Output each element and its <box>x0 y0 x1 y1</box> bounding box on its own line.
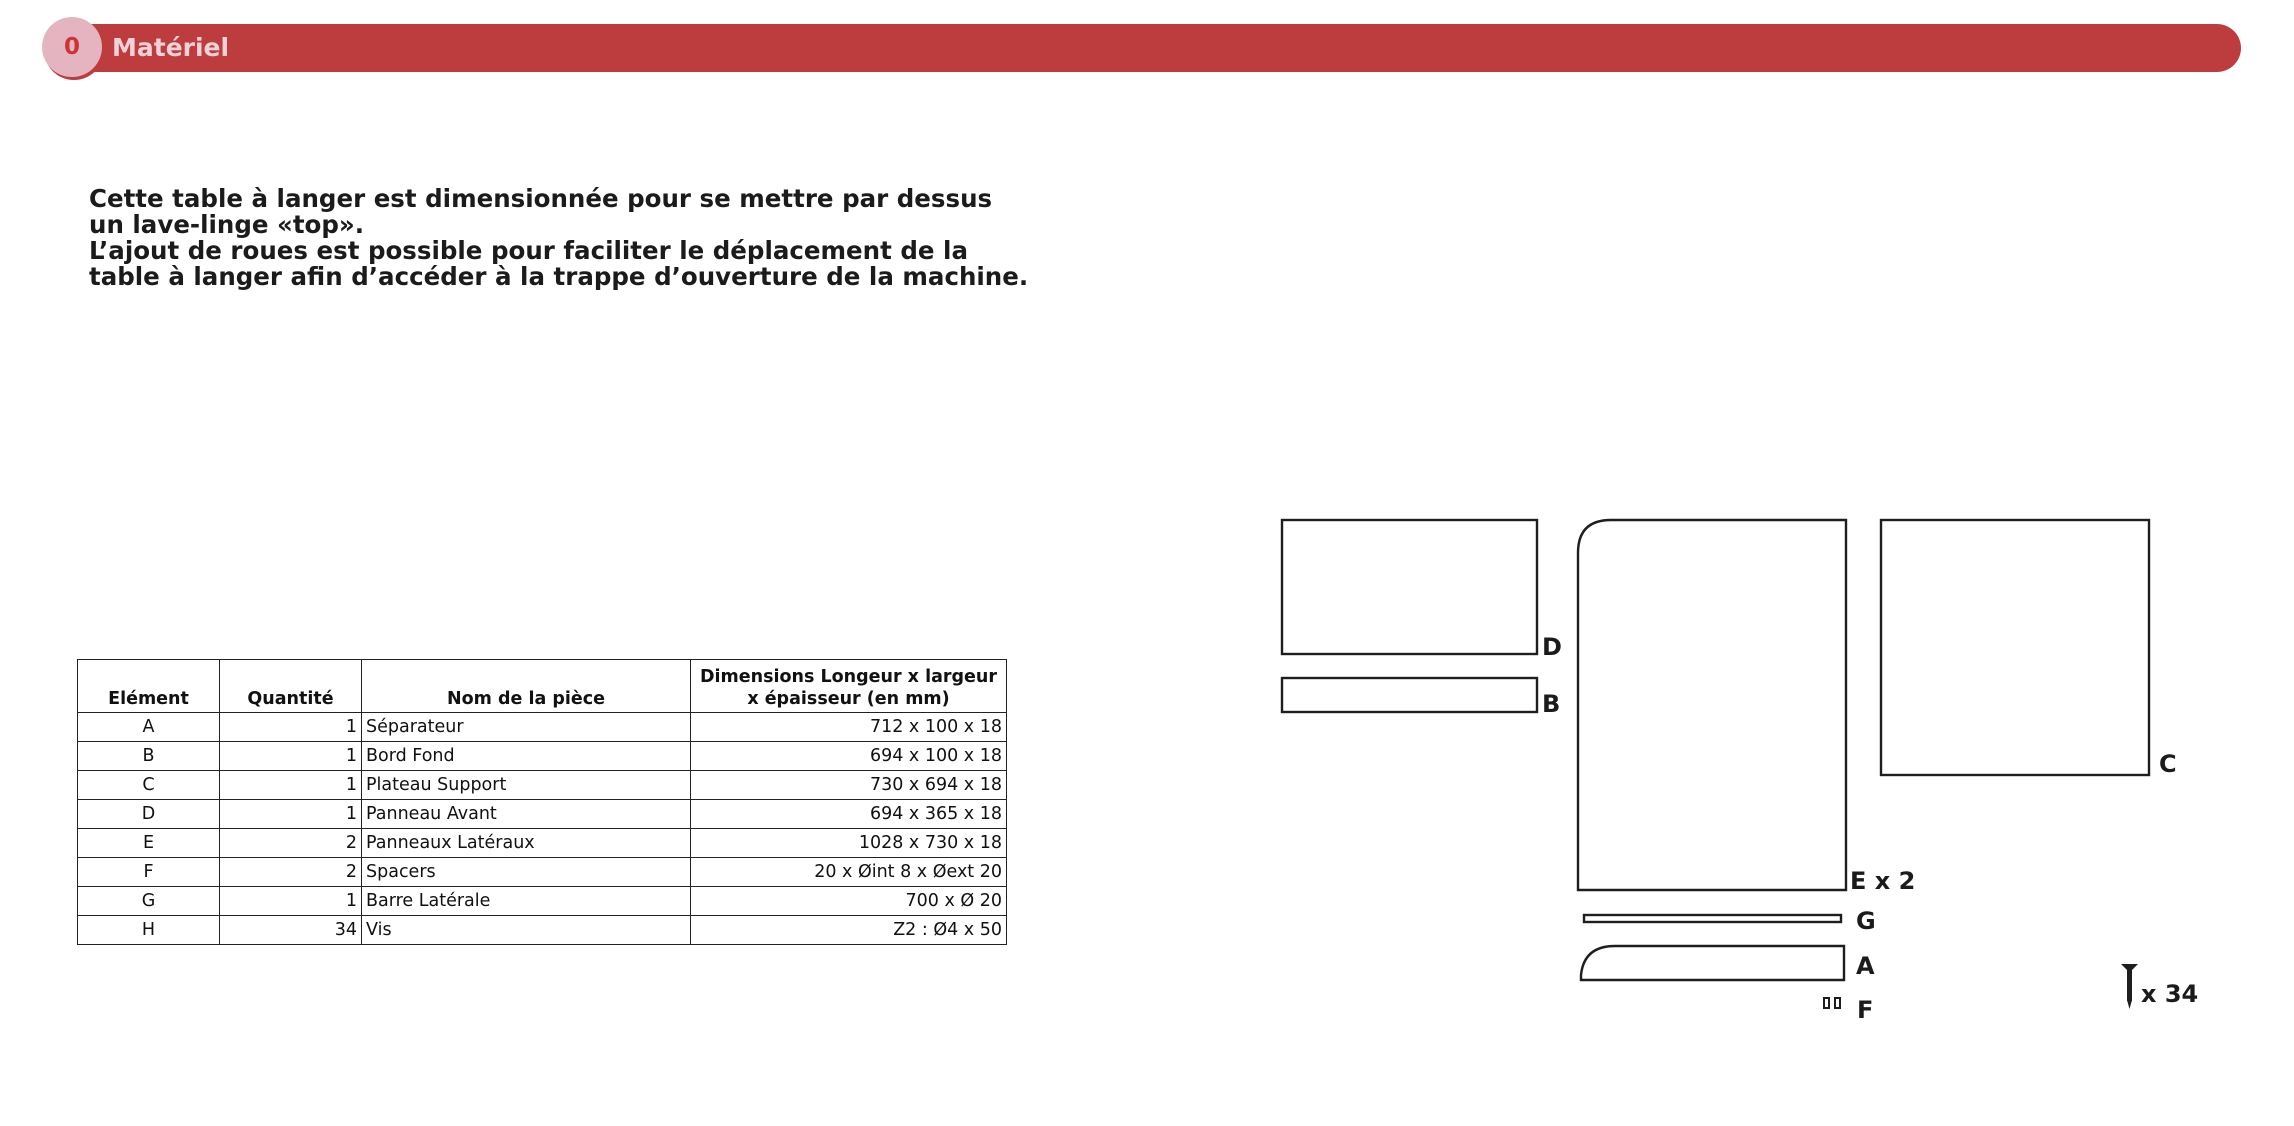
cell-element: D <box>78 800 220 829</box>
part-c-shape <box>1881 520 2149 775</box>
cell-quantity: 2 <box>220 829 362 858</box>
cell-dimensions: Z2 : Ø4 x 50 <box>691 916 1007 945</box>
cell-element: G <box>78 887 220 916</box>
intro-line: un lave-linge «top». <box>89 210 365 239</box>
cell-element: B <box>78 742 220 771</box>
screw-icon <box>2121 964 2138 1009</box>
cell-dimensions: 712 x 100 x 18 <box>691 713 1007 742</box>
cell-dimensions: 1028 x 730 x 18 <box>691 829 1007 858</box>
part-f-shape <box>1835 998 1840 1008</box>
dimensions-header-line1: Dimensions Longeur x largeur <box>699 667 997 687</box>
cell-dimensions: 700 x Ø 20 <box>691 887 1007 916</box>
cell-dimensions: 730 x 694 x 18 <box>691 771 1007 800</box>
cell-quantity: 1 <box>220 771 362 800</box>
parts-table <box>77 659 1007 945</box>
section-title: Matériel <box>112 33 230 62</box>
table-row <box>78 858 1007 887</box>
cell-name: Panneau Avant <box>362 800 691 829</box>
table-row <box>78 800 1007 829</box>
cell-name: Séparateur <box>362 713 691 742</box>
cell-element: F <box>78 858 220 887</box>
part-e-shape <box>1578 520 1846 890</box>
part-label-a: A <box>1856 952 1875 980</box>
cell-quantity: 1 <box>220 800 362 829</box>
cell-element: E <box>78 829 220 858</box>
cell-dimensions: 694 x 100 x 18 <box>691 742 1007 771</box>
cell-element: A <box>78 713 220 742</box>
part-label-g: G <box>1856 907 1876 935</box>
cell-quantity: 1 <box>220 742 362 771</box>
column-header-element: Elément <box>78 660 220 713</box>
column-header-dimensions <box>691 660 1007 713</box>
table-row <box>78 829 1007 858</box>
part-label-c: C <box>2159 750 2177 778</box>
part-g-shape <box>1584 915 1841 922</box>
part-label-f: F <box>1857 996 1874 1024</box>
step-number-badge <box>42 17 102 77</box>
table-row <box>78 742 1007 771</box>
table-header-row <box>78 660 1007 713</box>
part-f-shape <box>1824 998 1829 1008</box>
cell-dimensions: 694 x 365 x 18 <box>691 800 1007 829</box>
table-row <box>78 713 1007 742</box>
cell-element: H <box>78 916 220 945</box>
column-header-name: Nom de la pièce <box>362 660 691 713</box>
part-label-h-quantity: x 34 <box>2141 980 2199 1008</box>
column-header-quantity: Quantité <box>220 660 362 713</box>
step-number: 0 <box>63 34 80 60</box>
cell-name: Bord Fond <box>362 742 691 771</box>
cell-quantity: 1 <box>220 887 362 916</box>
table-row <box>78 887 1007 916</box>
part-a-shape <box>1581 946 1844 980</box>
part-label-d: D <box>1542 633 1562 661</box>
cell-element: C <box>78 771 220 800</box>
cell-name: Panneaux Latéraux <box>362 829 691 858</box>
section-header-bar <box>60 24 2241 72</box>
part-label-e: E x 2 <box>1850 867 1916 895</box>
cell-quantity: 1 <box>220 713 362 742</box>
part-label-b: B <box>1542 690 1561 718</box>
intro-line: Cette table à langer est dimensionnée pour se mettre par dessus <box>89 184 993 213</box>
dimensions-header-line2: x épaisseur (en mm) <box>747 689 950 709</box>
cell-dimensions: 20 x Øint 8 x Øext 20 <box>691 858 1007 887</box>
cell-quantity: 34 <box>220 916 362 945</box>
cell-name: Plateau Support <box>362 771 691 800</box>
cell-name: Vis <box>362 916 691 945</box>
table-row <box>78 771 1007 800</box>
table-row <box>78 916 1007 945</box>
cell-name: Barre Latérale <box>362 887 691 916</box>
intro-line: table à langer afin d’accéder à la trappe d’ouverture de la machine. <box>89 262 1029 291</box>
part-d-shape <box>1282 520 1537 654</box>
part-b-shape <box>1282 678 1537 712</box>
intro-text <box>89 186 1069 290</box>
cell-name: Spacers <box>362 858 691 887</box>
intro-line: L’ajout de roues est possible pour faciliter le déplacement de la <box>89 236 968 265</box>
cell-quantity: 2 <box>220 858 362 887</box>
